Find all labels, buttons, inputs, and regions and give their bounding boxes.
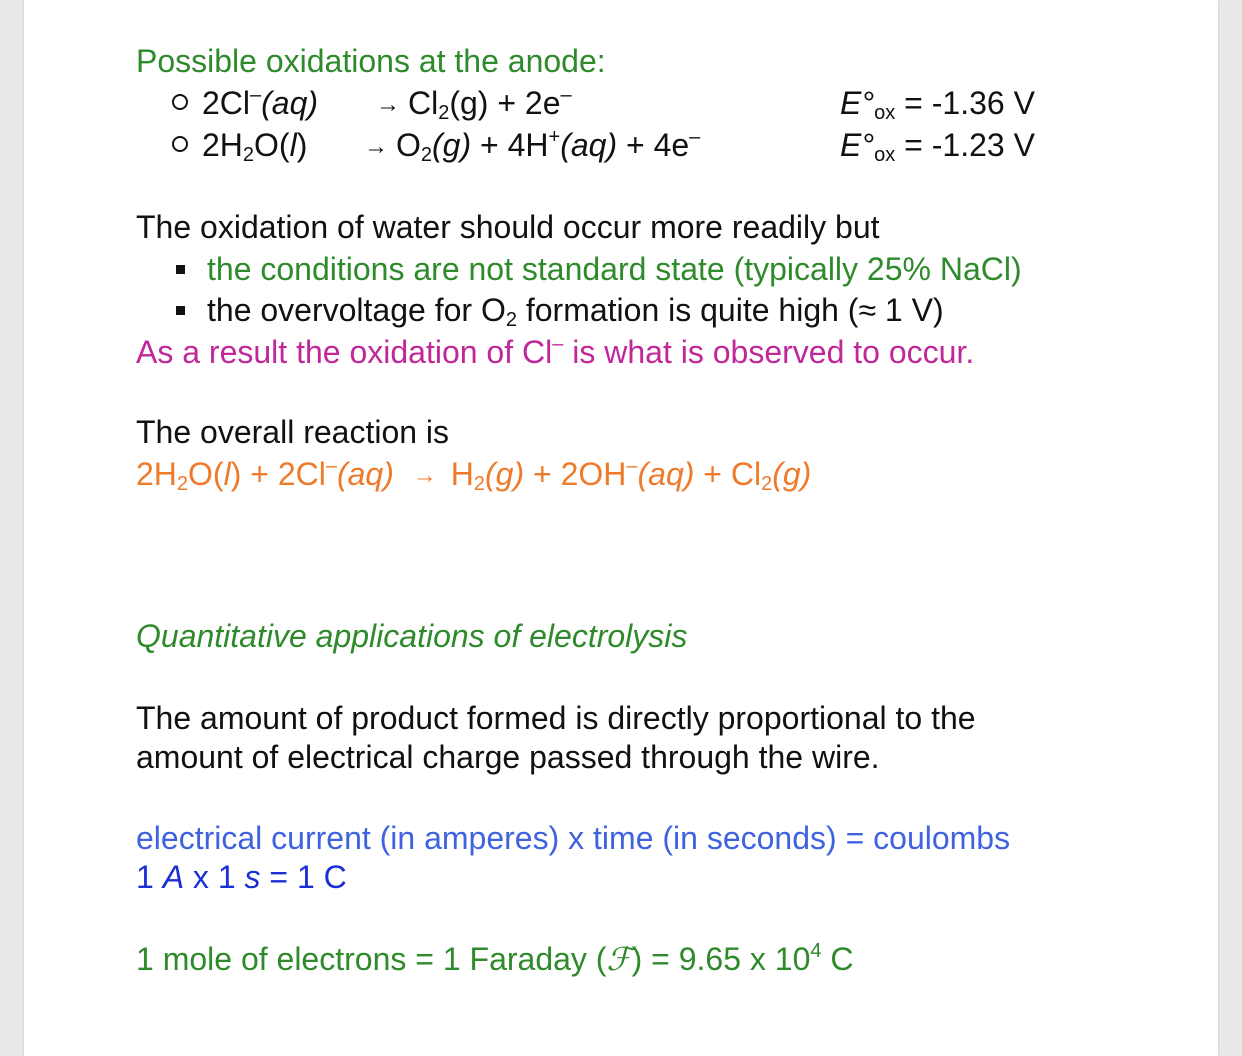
anode-heading: Possible oxidations at the anode: xyxy=(136,43,606,79)
state-label: (g) xyxy=(449,85,489,121)
reactant-text: 2H xyxy=(202,127,243,163)
unit-text: x 1 xyxy=(184,859,245,895)
charge-sup: – xyxy=(325,455,337,477)
bullet-text: the overvoltage for O xyxy=(207,292,506,328)
arrow-icon: → xyxy=(412,462,437,489)
subscript: 2 xyxy=(420,144,433,166)
potential-value: = -1.36 V xyxy=(904,85,1035,121)
subscript: 2 xyxy=(438,102,450,124)
bullet-text: the conditions are not standard state (typically 25% NaCl) xyxy=(207,251,1022,287)
state-label: (g) xyxy=(772,456,812,492)
reactant-text: 2Cl xyxy=(202,85,251,121)
potential-symbol: E° xyxy=(840,127,875,163)
unit-equation xyxy=(136,858,347,896)
subscript: 2 xyxy=(473,473,485,495)
state-label: (g) xyxy=(484,456,525,492)
state-label: l xyxy=(289,127,297,163)
state-label: l xyxy=(223,456,231,492)
reactant-text: ) xyxy=(296,127,308,163)
para-line-1: The amount of product formed is directly proportional to the xyxy=(136,700,976,736)
unit-text: 1 xyxy=(136,859,163,895)
equation-text: H xyxy=(450,456,474,492)
subscript: 2 xyxy=(505,309,517,331)
product-oxygen xyxy=(396,126,700,164)
equation-text: ) + 2Cl xyxy=(230,456,326,492)
unit-text: = 1 C xyxy=(260,859,347,895)
potential-chlorine xyxy=(840,84,1035,122)
subscript: ox xyxy=(874,102,896,124)
exponent: 4 xyxy=(810,940,822,962)
circle-bullet-icon xyxy=(172,94,188,110)
water-intro: The oxidation of water should occur more readily but xyxy=(136,209,880,245)
equation-text: O( xyxy=(188,456,224,492)
charge-sup: – xyxy=(689,126,701,148)
state-label: (aq) xyxy=(560,127,618,163)
current-definition: electrical current (in amperes) x time (in seconds) = coulombs xyxy=(136,820,1011,856)
charge-sup: – xyxy=(560,84,572,106)
para-line-2: amount of electrical charge passed through the wire. xyxy=(136,739,880,775)
product-text: + 4H xyxy=(471,127,549,163)
state-label: (aq) xyxy=(336,456,394,492)
equation-text: + Cl xyxy=(694,456,762,492)
equation-text: + 2OH xyxy=(524,456,627,492)
potential-symbol: E° xyxy=(840,85,875,121)
potential-water xyxy=(840,126,1035,164)
state-label: (aq) xyxy=(637,456,695,492)
result-text: is what is observed to occur. xyxy=(563,334,975,370)
faraday-text: C xyxy=(821,941,854,977)
faraday-text: ) = 9.65 x 10 xyxy=(631,941,811,977)
arrow-icon: → xyxy=(364,133,388,160)
subscript: ox xyxy=(874,144,896,166)
charge-sup: – xyxy=(626,455,638,477)
bullet-conditions xyxy=(176,250,1022,288)
result-text: As a result the oxidation of Cl xyxy=(136,334,553,370)
unit-symbol: A xyxy=(162,859,185,895)
electrons-text: + 4e xyxy=(617,127,690,163)
equation-text: 2H xyxy=(136,456,177,492)
square-bullet-icon xyxy=(176,265,185,274)
state-label: (aq) xyxy=(261,85,319,121)
charge-sup: + xyxy=(548,126,561,148)
product-chlorine xyxy=(408,84,572,122)
charge-sup: – xyxy=(250,84,262,106)
charge-sup: – xyxy=(552,333,564,355)
bullet-text: formation is quite high (≈ 1 V) xyxy=(516,292,944,328)
subscript: 2 xyxy=(761,473,773,495)
product-text: Cl xyxy=(408,85,439,121)
faraday-text: 1 mole of electrons = 1 Faraday ( xyxy=(136,941,607,977)
square-bullet-icon xyxy=(176,306,185,315)
bullet-overvoltage xyxy=(176,291,944,329)
arrow-icon: → xyxy=(376,91,400,118)
reaction-arrow-2 xyxy=(364,126,388,166)
unit-symbol: s xyxy=(244,859,261,895)
overall-label: The overall reaction is xyxy=(136,414,450,450)
result-line xyxy=(136,333,974,371)
product-text: O xyxy=(396,127,421,163)
circle-bullet-icon xyxy=(172,136,188,152)
overall-reaction xyxy=(136,455,811,495)
subscript: 2 xyxy=(242,144,255,166)
reactant-text: O( xyxy=(254,127,290,163)
reaction-chlorine xyxy=(172,84,318,122)
reaction-water xyxy=(172,126,307,164)
faraday-line xyxy=(136,940,854,978)
subscript: 2 xyxy=(176,473,189,495)
state-label: (g) xyxy=(432,127,472,163)
section-heading-quantitative: Quantitative applications of electrolysis xyxy=(136,618,688,654)
document-page xyxy=(24,0,1218,1056)
potential-value: = -1.23 V xyxy=(904,127,1035,163)
reaction-arrow-1 xyxy=(376,84,400,124)
electrons-text: + 2e xyxy=(488,85,561,121)
faraday-symbol: ℱ xyxy=(606,941,632,977)
